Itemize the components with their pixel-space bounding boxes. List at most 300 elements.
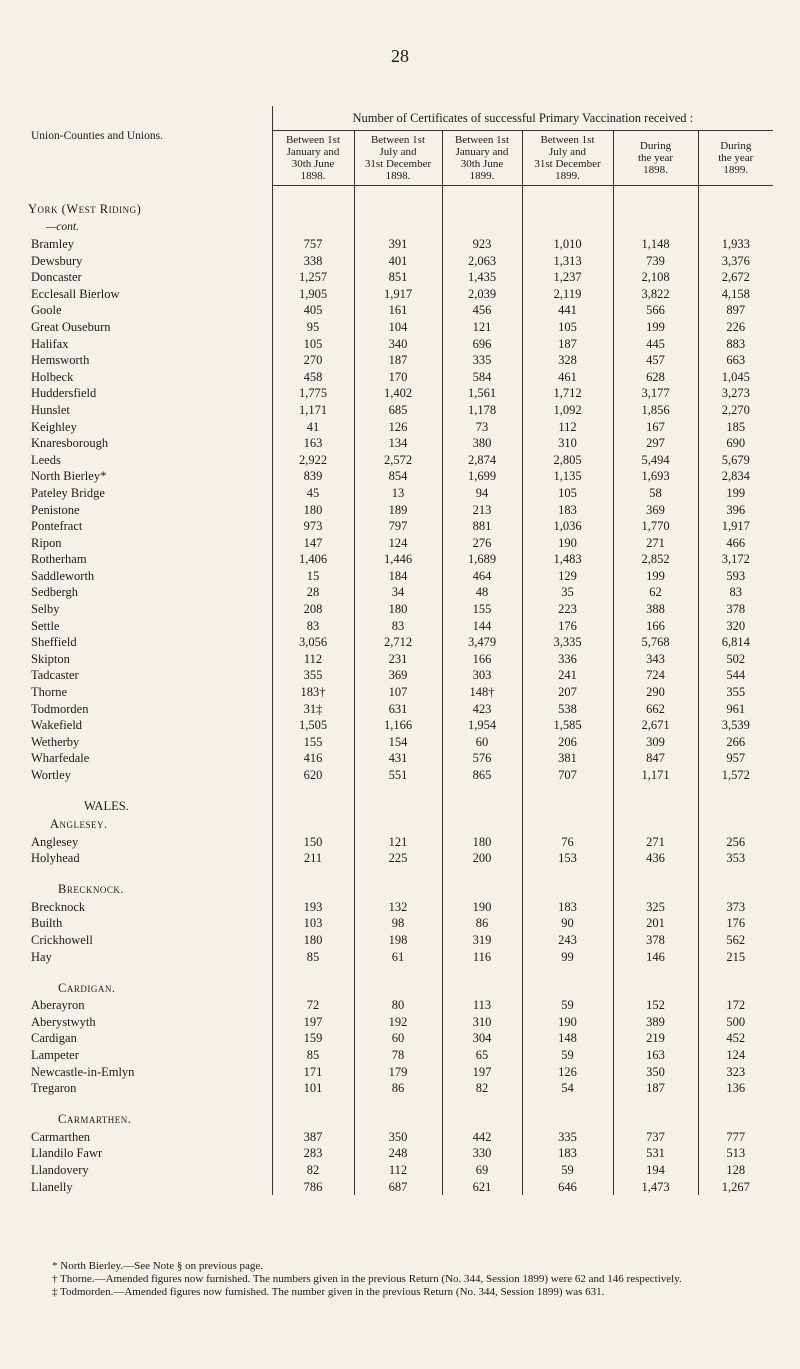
- value-cell: [354, 816, 442, 834]
- value-cell: 197: [272, 1014, 354, 1031]
- value-cell: 166: [442, 651, 522, 668]
- value-cell: 219: [613, 1030, 698, 1047]
- page-number: 28: [391, 46, 409, 66]
- value-cell: 323: [698, 1064, 773, 1081]
- value-cell: [272, 798, 354, 816]
- value-cell: 690: [698, 435, 773, 452]
- value-cell: 197: [442, 1064, 522, 1081]
- union-name: Tadcaster: [31, 668, 79, 683]
- table-row: [28, 1047, 773, 1064]
- value-cell: 183†: [272, 684, 354, 701]
- value-cell: 82: [272, 1162, 354, 1179]
- union-name: Huddersfield: [31, 386, 97, 401]
- value-cell: 1,572: [698, 767, 773, 784]
- table-row: [28, 684, 773, 701]
- value-cell: 847: [613, 750, 698, 767]
- value-cell: 103: [272, 915, 354, 932]
- value-cell: [698, 965, 773, 979]
- value-cell: 3,172: [698, 551, 773, 568]
- table-row: [28, 601, 773, 618]
- union-name: Leeds: [31, 452, 61, 467]
- value-cell: [613, 218, 698, 236]
- value-cell: 95: [272, 319, 354, 336]
- value-cell: 1,473: [613, 1179, 698, 1196]
- value-cell: 112: [522, 419, 613, 436]
- value-cell: 973: [272, 518, 354, 535]
- value-cell: [698, 200, 773, 218]
- value-cell: 183: [522, 1145, 613, 1162]
- section-subtitle: Brecknock.: [58, 882, 124, 897]
- value-cell: 276: [442, 535, 522, 552]
- value-cell: 881: [442, 518, 522, 535]
- value-cell: 213: [442, 502, 522, 519]
- table-row: [28, 485, 773, 502]
- union-name: Sheffield: [31, 635, 77, 650]
- value-cell: 134: [354, 435, 442, 452]
- value-cell: 593: [698, 568, 773, 585]
- value-cell: [354, 867, 442, 881]
- value-cell: 3,479: [442, 634, 522, 651]
- value-cell: 187: [613, 1080, 698, 1097]
- value-cell: [613, 200, 698, 218]
- value-cell: [613, 867, 698, 881]
- value-cell: [522, 798, 613, 816]
- value-cell: 1,699: [442, 468, 522, 485]
- section-title: WALES.: [84, 799, 129, 814]
- value-cell: 320: [698, 618, 773, 635]
- union-name: Crickhowell: [31, 932, 93, 947]
- value-cell: 3,822: [613, 286, 698, 303]
- value-cell: 1,135: [522, 468, 613, 485]
- value-cell: 2,572: [354, 452, 442, 469]
- table-row: [28, 269, 773, 286]
- value-cell: 4,158: [698, 286, 773, 303]
- value-cell: 3,177: [613, 385, 698, 402]
- value-cell: [354, 218, 442, 236]
- value-cell: 99: [522, 949, 613, 966]
- union-name: Keighley: [31, 419, 77, 434]
- value-cell: 466: [698, 535, 773, 552]
- section-subtitle: Cardigan.: [58, 980, 116, 995]
- value-cell: 1,483: [522, 551, 613, 568]
- value-cell: 628: [613, 369, 698, 386]
- value-cell: 431: [354, 750, 442, 767]
- table-row: [28, 369, 773, 386]
- value-cell: 225: [354, 850, 442, 867]
- column-header-line: the year: [637, 152, 674, 164]
- value-cell: 211: [272, 850, 354, 867]
- value-cell: 707: [522, 767, 613, 784]
- value-cell: 163: [613, 1047, 698, 1064]
- value-cell: 338: [272, 253, 354, 270]
- value-cell: 69: [442, 1162, 522, 1179]
- value-cell: 757: [272, 236, 354, 253]
- value-cell: 566: [613, 302, 698, 319]
- table-row: [28, 551, 773, 568]
- value-cell: [354, 1111, 442, 1129]
- union-name: Sedbergh: [31, 585, 78, 600]
- value-cell: 58: [613, 485, 698, 502]
- value-cell: [522, 200, 613, 218]
- value-cell: 105: [522, 485, 613, 502]
- value-cell: 576: [442, 750, 522, 767]
- column-header-line: 30th June: [460, 158, 504, 170]
- value-cell: 65: [442, 1047, 522, 1064]
- value-cell: 696: [442, 336, 522, 353]
- value-cell: 423: [442, 701, 522, 718]
- value-cell: 215: [698, 949, 773, 966]
- value-cell: 136: [698, 1080, 773, 1097]
- union-name: Wortley: [31, 768, 71, 782]
- value-cell: 83: [272, 618, 354, 635]
- value-cell: [354, 200, 442, 218]
- value-cell: 452: [698, 1030, 773, 1047]
- value-cell: 350: [613, 1064, 698, 1081]
- value-cell: [272, 979, 354, 997]
- value-cell: 144: [442, 618, 522, 635]
- value-cell: 80: [354, 997, 442, 1014]
- table-row: [28, 932, 773, 949]
- union-name: Goole: [31, 303, 62, 318]
- value-cell: 112: [354, 1162, 442, 1179]
- value-cell: 369: [613, 502, 698, 519]
- value-cell: 200: [442, 850, 522, 867]
- value-cell: 378: [613, 932, 698, 949]
- value-cell: 441: [522, 302, 613, 319]
- column-header-line: 1898.: [300, 170, 326, 182]
- value-cell: 112: [272, 651, 354, 668]
- value-cell: 48: [442, 584, 522, 601]
- table-row: [28, 667, 773, 684]
- value-cell: [698, 881, 773, 899]
- table-row: [28, 385, 773, 402]
- value-cell: 373: [698, 899, 773, 916]
- value-cell: 193: [272, 899, 354, 916]
- union-name: Ripon: [31, 535, 62, 550]
- value-cell: 256: [698, 834, 773, 851]
- value-cell: 1,917: [354, 286, 442, 303]
- value-cell: [272, 1097, 354, 1111]
- value-cell: 78: [354, 1047, 442, 1064]
- union-name: Pontefract: [31, 519, 83, 534]
- union-name: Newcastle-in-Emlyn: [31, 1064, 135, 1079]
- value-cell: [522, 186, 613, 201]
- value-cell: 551: [354, 767, 442, 784]
- value-cell: 243: [522, 932, 613, 949]
- value-cell: 3,376: [698, 253, 773, 270]
- value-cell: 631: [354, 701, 442, 718]
- value-cell: 330: [442, 1145, 522, 1162]
- value-cell: 3,335: [522, 634, 613, 651]
- value-cell: 2,874: [442, 452, 522, 469]
- value-cell: 381: [522, 750, 613, 767]
- union-name: Aberystwyth: [31, 1014, 96, 1029]
- value-cell: [613, 965, 698, 979]
- value-cell: 1,148: [613, 236, 698, 253]
- value-cell: 167: [613, 419, 698, 436]
- value-cell: 59: [522, 1162, 613, 1179]
- value-cell: 155: [442, 601, 522, 618]
- table-row: [28, 535, 773, 552]
- value-cell: [272, 200, 354, 218]
- value-cell: [272, 186, 354, 201]
- value-cell: 199: [613, 319, 698, 336]
- value-cell: 180: [354, 601, 442, 618]
- table-row: [28, 717, 773, 734]
- value-cell: [442, 784, 522, 798]
- value-cell: 1,257: [272, 269, 354, 286]
- table-row: [28, 915, 773, 932]
- value-cell: 325: [613, 899, 698, 916]
- value-cell: [613, 186, 698, 201]
- table-row: [28, 319, 773, 336]
- union-name: Skipton: [31, 651, 70, 666]
- value-cell: 923: [442, 236, 522, 253]
- value-cell: 98: [354, 915, 442, 932]
- value-cell: 163: [272, 435, 354, 452]
- value-cell: 86: [354, 1080, 442, 1097]
- union-name: Thorne: [31, 685, 68, 700]
- value-cell: 192: [354, 1014, 442, 1031]
- value-cell: 538: [522, 701, 613, 718]
- value-cell: 1,435: [442, 269, 522, 286]
- value-cell: [613, 816, 698, 834]
- value-cell: 101: [272, 1080, 354, 1097]
- value-cell: 189: [354, 502, 442, 519]
- table-row: [28, 834, 773, 851]
- table-row: [28, 352, 773, 369]
- value-cell: 2,922: [272, 452, 354, 469]
- value-cell: 1,561: [442, 385, 522, 402]
- value-cell: 73: [442, 419, 522, 436]
- group-header: Number of Certificates of successful Primary Vaccination received :: [272, 106, 773, 131]
- value-cell: 2,671: [613, 717, 698, 734]
- value-cell: 241: [522, 667, 613, 684]
- value-cell: 148: [522, 1030, 613, 1047]
- value-cell: 116: [442, 949, 522, 966]
- value-cell: 1,171: [272, 402, 354, 419]
- value-cell: 15: [272, 568, 354, 585]
- value-cell: 113: [442, 997, 522, 1014]
- value-cell: 500: [698, 1014, 773, 1031]
- value-cell: 405: [272, 302, 354, 319]
- union-name: Dewsbury: [31, 253, 83, 268]
- column-header-5: [613, 131, 698, 186]
- value-cell: 797: [354, 518, 442, 535]
- value-cell: 897: [698, 302, 773, 319]
- value-cell: 1,917: [698, 518, 773, 535]
- value-cell: 854: [354, 468, 442, 485]
- value-cell: 839: [272, 468, 354, 485]
- value-cell: 45: [272, 485, 354, 502]
- value-cell: 464: [442, 568, 522, 585]
- value-cell: 3,273: [698, 385, 773, 402]
- union-name: Hemsworth: [31, 353, 90, 368]
- value-cell: 340: [354, 336, 442, 353]
- value-cell: [698, 979, 773, 997]
- value-cell: [272, 784, 354, 798]
- value-cell: 176: [522, 618, 613, 635]
- value-cell: 387: [272, 1129, 354, 1146]
- value-cell: 129: [522, 568, 613, 585]
- footnote-todmorden: ‡ Todmorden.—Amended figures now furnished. The number given in the previous Return (No. 344, Session 1899) was 631.: [52, 1286, 605, 1298]
- table-row: [28, 435, 773, 452]
- column-header-line: January and: [455, 146, 509, 158]
- value-cell: [698, 867, 773, 881]
- value-cell: 290: [613, 684, 698, 701]
- value-cell: [522, 965, 613, 979]
- value-cell: 724: [613, 667, 698, 684]
- union-name: Bramley: [31, 237, 75, 251]
- value-cell: 2,672: [698, 269, 773, 286]
- value-cell: 121: [354, 834, 442, 851]
- value-cell: 126: [354, 419, 442, 436]
- footnote-north-bierley: * North Bierley.—See Note § on previous page.: [52, 1260, 263, 1272]
- value-cell: 1,036: [522, 518, 613, 535]
- value-cell: 54: [522, 1080, 613, 1097]
- value-cell: [442, 1111, 522, 1129]
- value-cell: 1,905: [272, 286, 354, 303]
- value-cell: 2,834: [698, 468, 773, 485]
- union-name: Settle: [31, 618, 60, 633]
- union-name: Wetherby: [31, 734, 80, 749]
- table-row: [28, 286, 773, 303]
- value-cell: 355: [272, 667, 354, 684]
- section-title-row: [28, 798, 773, 816]
- value-cell: 304: [442, 1030, 522, 1047]
- value-cell: [272, 965, 354, 979]
- table-row: [28, 1030, 773, 1047]
- value-cell: 76: [522, 834, 613, 851]
- union-name: Selby: [31, 602, 60, 617]
- value-cell: 2,108: [613, 269, 698, 286]
- value-cell: 335: [522, 1129, 613, 1146]
- column-header-line: 31st December: [534, 158, 601, 170]
- union-name: Ecclesall Bierlow: [31, 286, 120, 301]
- value-cell: 72: [272, 997, 354, 1014]
- table-row: [28, 1179, 773, 1196]
- value-cell: 1,178: [442, 402, 522, 419]
- value-cell: 663: [698, 352, 773, 369]
- column-header-2: [354, 131, 442, 186]
- value-cell: 171: [272, 1064, 354, 1081]
- value-cell: 85: [272, 1047, 354, 1064]
- union-name: Hunslet: [31, 402, 70, 417]
- value-cell: [613, 1111, 698, 1129]
- section-subtitle: Carmarthen.: [58, 1112, 132, 1127]
- value-cell: 388: [613, 601, 698, 618]
- section-subtitle-row: [28, 816, 773, 834]
- table-row: [28, 452, 773, 469]
- value-cell: 380: [442, 435, 522, 452]
- section-subtitle-row: [28, 979, 773, 997]
- value-cell: 621: [442, 1179, 522, 1196]
- value-cell: 147: [272, 535, 354, 552]
- value-cell: [613, 784, 698, 798]
- value-cell: 353: [698, 850, 773, 867]
- value-cell: 187: [354, 352, 442, 369]
- value-cell: 458: [272, 369, 354, 386]
- table-row: [28, 899, 773, 916]
- union-name: Pateley Bridge: [31, 485, 105, 500]
- value-cell: 2,119: [522, 286, 613, 303]
- value-cell: [698, 1111, 773, 1129]
- value-cell: [613, 881, 698, 899]
- value-cell: 865: [442, 767, 522, 784]
- value-cell: 62: [613, 584, 698, 601]
- value-cell: 5,494: [613, 452, 698, 469]
- union-name: Llandilo Fawr: [31, 1146, 103, 1161]
- value-cell: 851: [354, 269, 442, 286]
- value-cell: 184: [354, 568, 442, 585]
- value-cell: 1,954: [442, 717, 522, 734]
- value-cell: [698, 784, 773, 798]
- union-name: Holbeck: [31, 369, 74, 384]
- value-cell: 389: [613, 1014, 698, 1031]
- vaccination-table: [28, 106, 773, 1195]
- value-cell: [442, 881, 522, 899]
- value-cell: 786: [272, 1179, 354, 1196]
- value-cell: [272, 218, 354, 236]
- column-header-line: January and: [286, 146, 340, 158]
- union-name: Builth: [31, 916, 63, 931]
- value-cell: [522, 816, 613, 834]
- value-cell: [354, 1097, 442, 1111]
- value-cell: 155: [272, 734, 354, 751]
- value-cell: [442, 186, 522, 201]
- value-cell: 1,045: [698, 369, 773, 386]
- value-cell: 183: [522, 502, 613, 519]
- value-cell: 153: [522, 850, 613, 867]
- table-row: [28, 651, 773, 668]
- value-cell: 176: [698, 915, 773, 932]
- column-header-line: July and: [549, 146, 586, 158]
- union-name: Tregaron: [31, 1081, 77, 1096]
- value-cell: 1,585: [522, 717, 613, 734]
- value-cell: 121: [442, 319, 522, 336]
- value-cell: [442, 218, 522, 236]
- value-cell: 2,852: [613, 551, 698, 568]
- union-name: Knaresborough: [31, 436, 109, 451]
- value-cell: 355: [698, 684, 773, 701]
- table-row: [28, 1145, 773, 1162]
- value-cell: [613, 1097, 698, 1111]
- union-name: Cardigan: [31, 1031, 77, 1046]
- column-header-line: During: [720, 140, 752, 152]
- value-cell: 179: [354, 1064, 442, 1081]
- section-subtitle-row: [28, 218, 773, 236]
- value-cell: [698, 218, 773, 236]
- table-row: [28, 701, 773, 718]
- table-row: [28, 419, 773, 436]
- value-cell: 248: [354, 1145, 442, 1162]
- union-name: Penistone: [31, 502, 80, 517]
- value-cell: 1,092: [522, 402, 613, 419]
- value-cell: 739: [613, 253, 698, 270]
- table-row: [28, 1080, 773, 1097]
- footnote-thorne: † Thorne.—Amended figures now furnished. The numbers given in the previous Return (No. 344, Session 1899) were 62 and 146 respectively.: [52, 1273, 682, 1285]
- table-row: [28, 1014, 773, 1031]
- value-cell: 1,267: [698, 1179, 773, 1196]
- value-cell: 957: [698, 750, 773, 767]
- value-cell: [354, 784, 442, 798]
- value-cell: [522, 881, 613, 899]
- value-cell: 159: [272, 1030, 354, 1047]
- column-header-line: the year: [718, 152, 754, 164]
- value-cell: 124: [354, 535, 442, 552]
- value-cell: 124: [698, 1047, 773, 1064]
- value-cell: 180: [272, 502, 354, 519]
